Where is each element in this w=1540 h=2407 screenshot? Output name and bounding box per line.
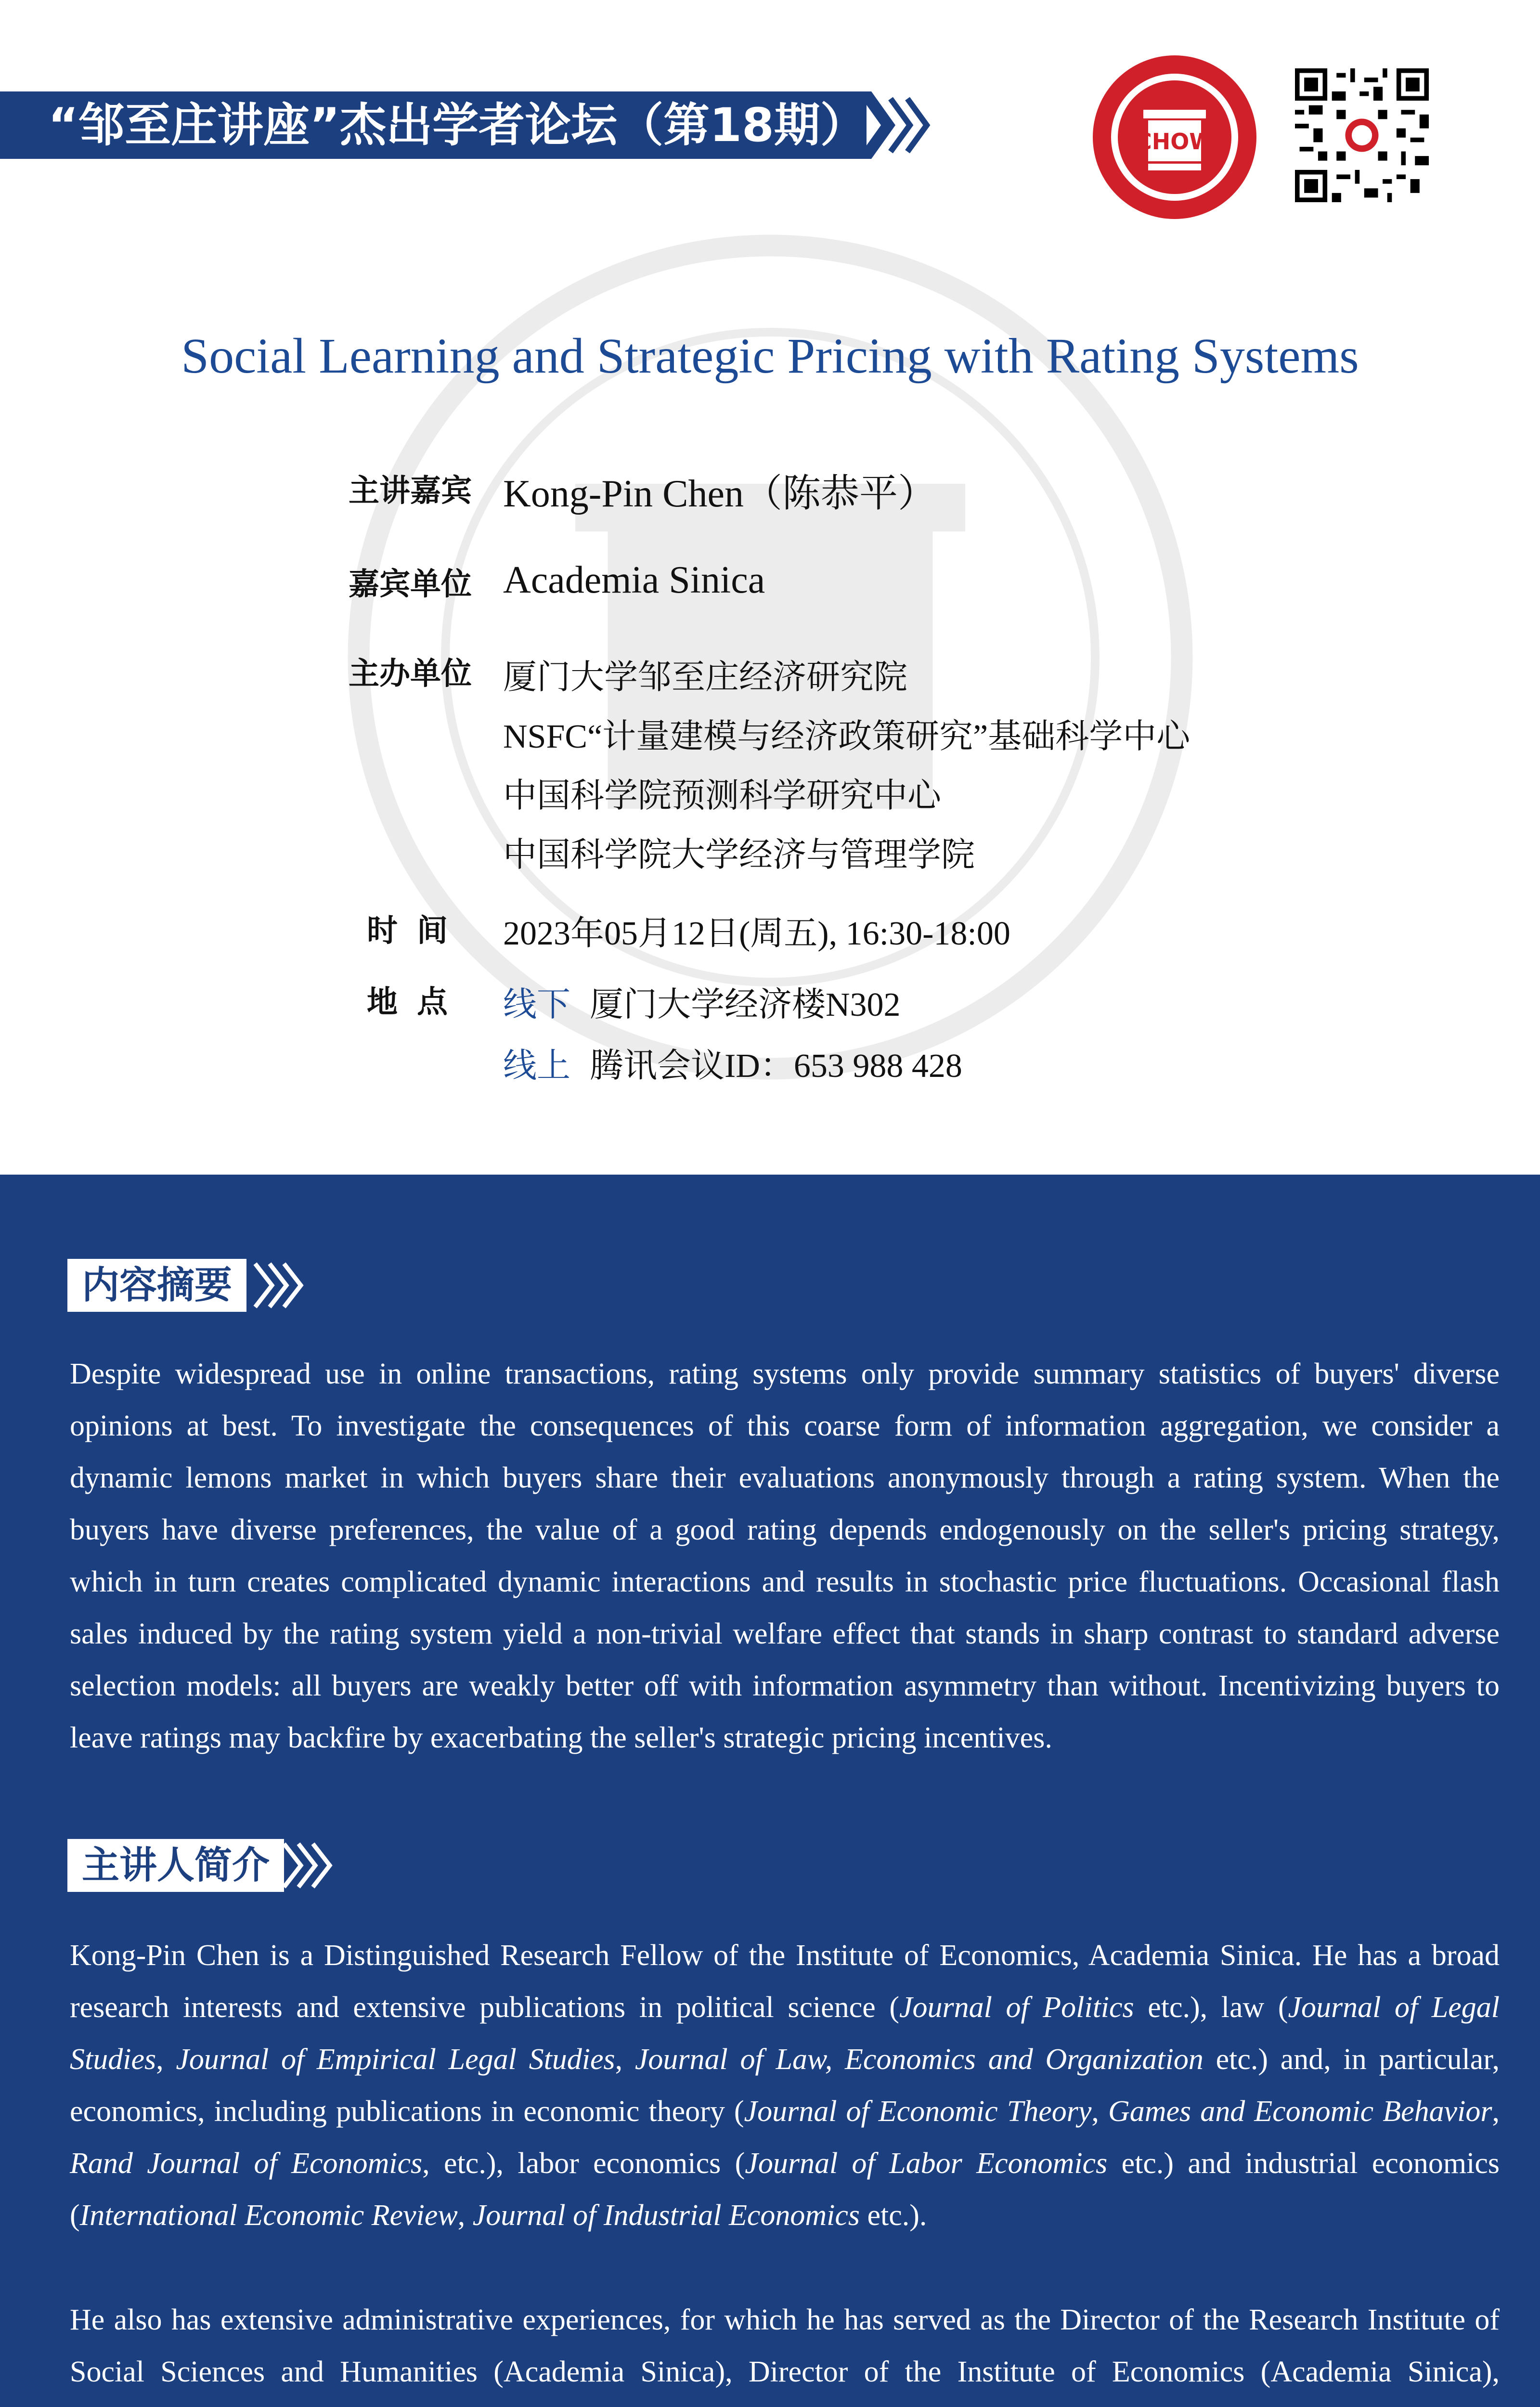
journal-name: Journal of Law, Economics and Organization xyxy=(634,2043,1204,2076)
institute-logo xyxy=(1090,53,1259,221)
journal-name: Games and Economic Behavior xyxy=(1108,2095,1492,2128)
bio-paragraph-1 xyxy=(70,1929,1500,2241)
location-offline xyxy=(503,977,901,1026)
talk-title: Social Learning and Strategic Pricing with Rating Systems xyxy=(181,328,1359,384)
bio-paragraph-2: He also has extensive administrative experiences, for which he has served as the Director of the Research Institute of Social Sciences and Humanities (Academia Sinica), Director of the Institute of Economics (Academia Sinica), xyxy=(70,2303,1500,2388)
journal-name: Journal of Industrial Economics xyxy=(472,2199,860,2232)
speaker-label: 主讲嘉宾 xyxy=(349,473,472,509)
chevrons-icon xyxy=(857,91,934,159)
organizers-label: 主办单位 xyxy=(349,656,472,692)
bio-text-segment: , xyxy=(457,2199,473,2232)
svg-text:CHOW: CHOW xyxy=(1135,129,1214,155)
bio-text-segment: etc.), law ( xyxy=(1134,1991,1288,2024)
online-value: 腾讯会议ID：653 988 428 xyxy=(590,1048,962,1085)
journal-name: Rand Journal of Economics xyxy=(70,2147,423,2180)
bio-text-segment: etc.). xyxy=(860,2199,927,2232)
speaker-value: Kong-Pin Chen（陈恭平） xyxy=(503,473,936,515)
bio-text-segment: , xyxy=(156,2043,176,2076)
online-tag: 线上 xyxy=(503,1048,570,1085)
time-label: 时间 xyxy=(367,913,467,949)
banner-title: “邹至庄讲座”杰出学者论坛（第18期） xyxy=(48,98,867,152)
qr-code[interactable] xyxy=(1295,68,1429,202)
journal-name: International Economic Review xyxy=(79,2199,458,2232)
bio-text-segment: etc.) and, in particular, economics, including publications in economic theory ( xyxy=(70,2043,1500,2128)
abstract-heading-label: 内容摘要 xyxy=(67,1259,246,1312)
location-label: 地点 xyxy=(367,984,467,1020)
organizer-item: 厦门大学邹至庄经济研究院 xyxy=(503,659,907,696)
chevrons-icon xyxy=(279,1839,337,1892)
bio-text-segment: Kong-Pin Chen is a Distinguished Research Fellow of the Institute of Economics, Academia Sinica. He has a broad research interests and extensive publications in political science ( xyxy=(70,1939,1500,2024)
header-section xyxy=(0,0,1540,1175)
organizer-item: 中国科学院大学经济与管理学院 xyxy=(503,837,975,874)
bio-heading-label: 主讲人简介 xyxy=(67,1839,284,1892)
journal-name: Journal of Economic Theory xyxy=(744,2095,1092,2128)
offline-tag: 线下 xyxy=(503,986,570,1023)
affiliation-value: Academia Sinica xyxy=(503,559,765,601)
bio-text-segment: , xyxy=(1492,2095,1500,2128)
journal-name: Journal of Labor Economics xyxy=(745,2147,1108,2180)
abstract-text: Despite widespread use in online transactions, rating systems only provide summary statistics of buyers' diverse opinions at best. To investigate the consequences of this coarse form of information aggregation, we consider a dynamic lemons market in which buyers share their evaluations anonymously through a rating system. When the buyers have diverse preferences, the value of a good rating depends endogenously on the seller's pricing strategy, which in turn creates complicated dynamic interactions and results in stochastic price fluctuations. Occasional flash sales induced by the rating system yield a non-trivial welfare effect that stands in sharp contrast to standard adverse selection models: all buyers are weakly better off with information asymmetry than without. Incentivizing buyers to leave ratings may backfire by exacerbating the seller's strategic pricing incentives. xyxy=(70,1358,1500,1754)
bio-text-segment: , xyxy=(1091,2095,1108,2128)
location-online xyxy=(503,1038,962,1087)
content-section xyxy=(0,1175,1540,2407)
bio-text-segment: , xyxy=(615,2043,635,2076)
journal-name: Journal of Empirical Legal Studies xyxy=(176,2043,615,2076)
organizer-item: 中国科学院预测科学研究中心 xyxy=(503,777,941,815)
affiliation-label: 嘉宾单位 xyxy=(349,567,472,602)
journal-name: Journal of Legal Studies xyxy=(70,1991,1500,2076)
chevrons-icon xyxy=(250,1259,308,1312)
bio-text-segment: , etc.), labor economics ( xyxy=(422,2147,745,2180)
organizer-item: NSFC“计量建模与经济政策研究”基础科学中心 xyxy=(503,718,1191,755)
time-value: 2023年05月12日(周五), 16:30-18:00 xyxy=(503,915,1010,952)
journal-name: Journal of Politics xyxy=(899,1991,1134,2024)
bio-text-segment: etc.) and industrial economics ( xyxy=(70,2147,1500,2232)
offline-value: 厦门大学经济楼N302 xyxy=(590,986,901,1023)
